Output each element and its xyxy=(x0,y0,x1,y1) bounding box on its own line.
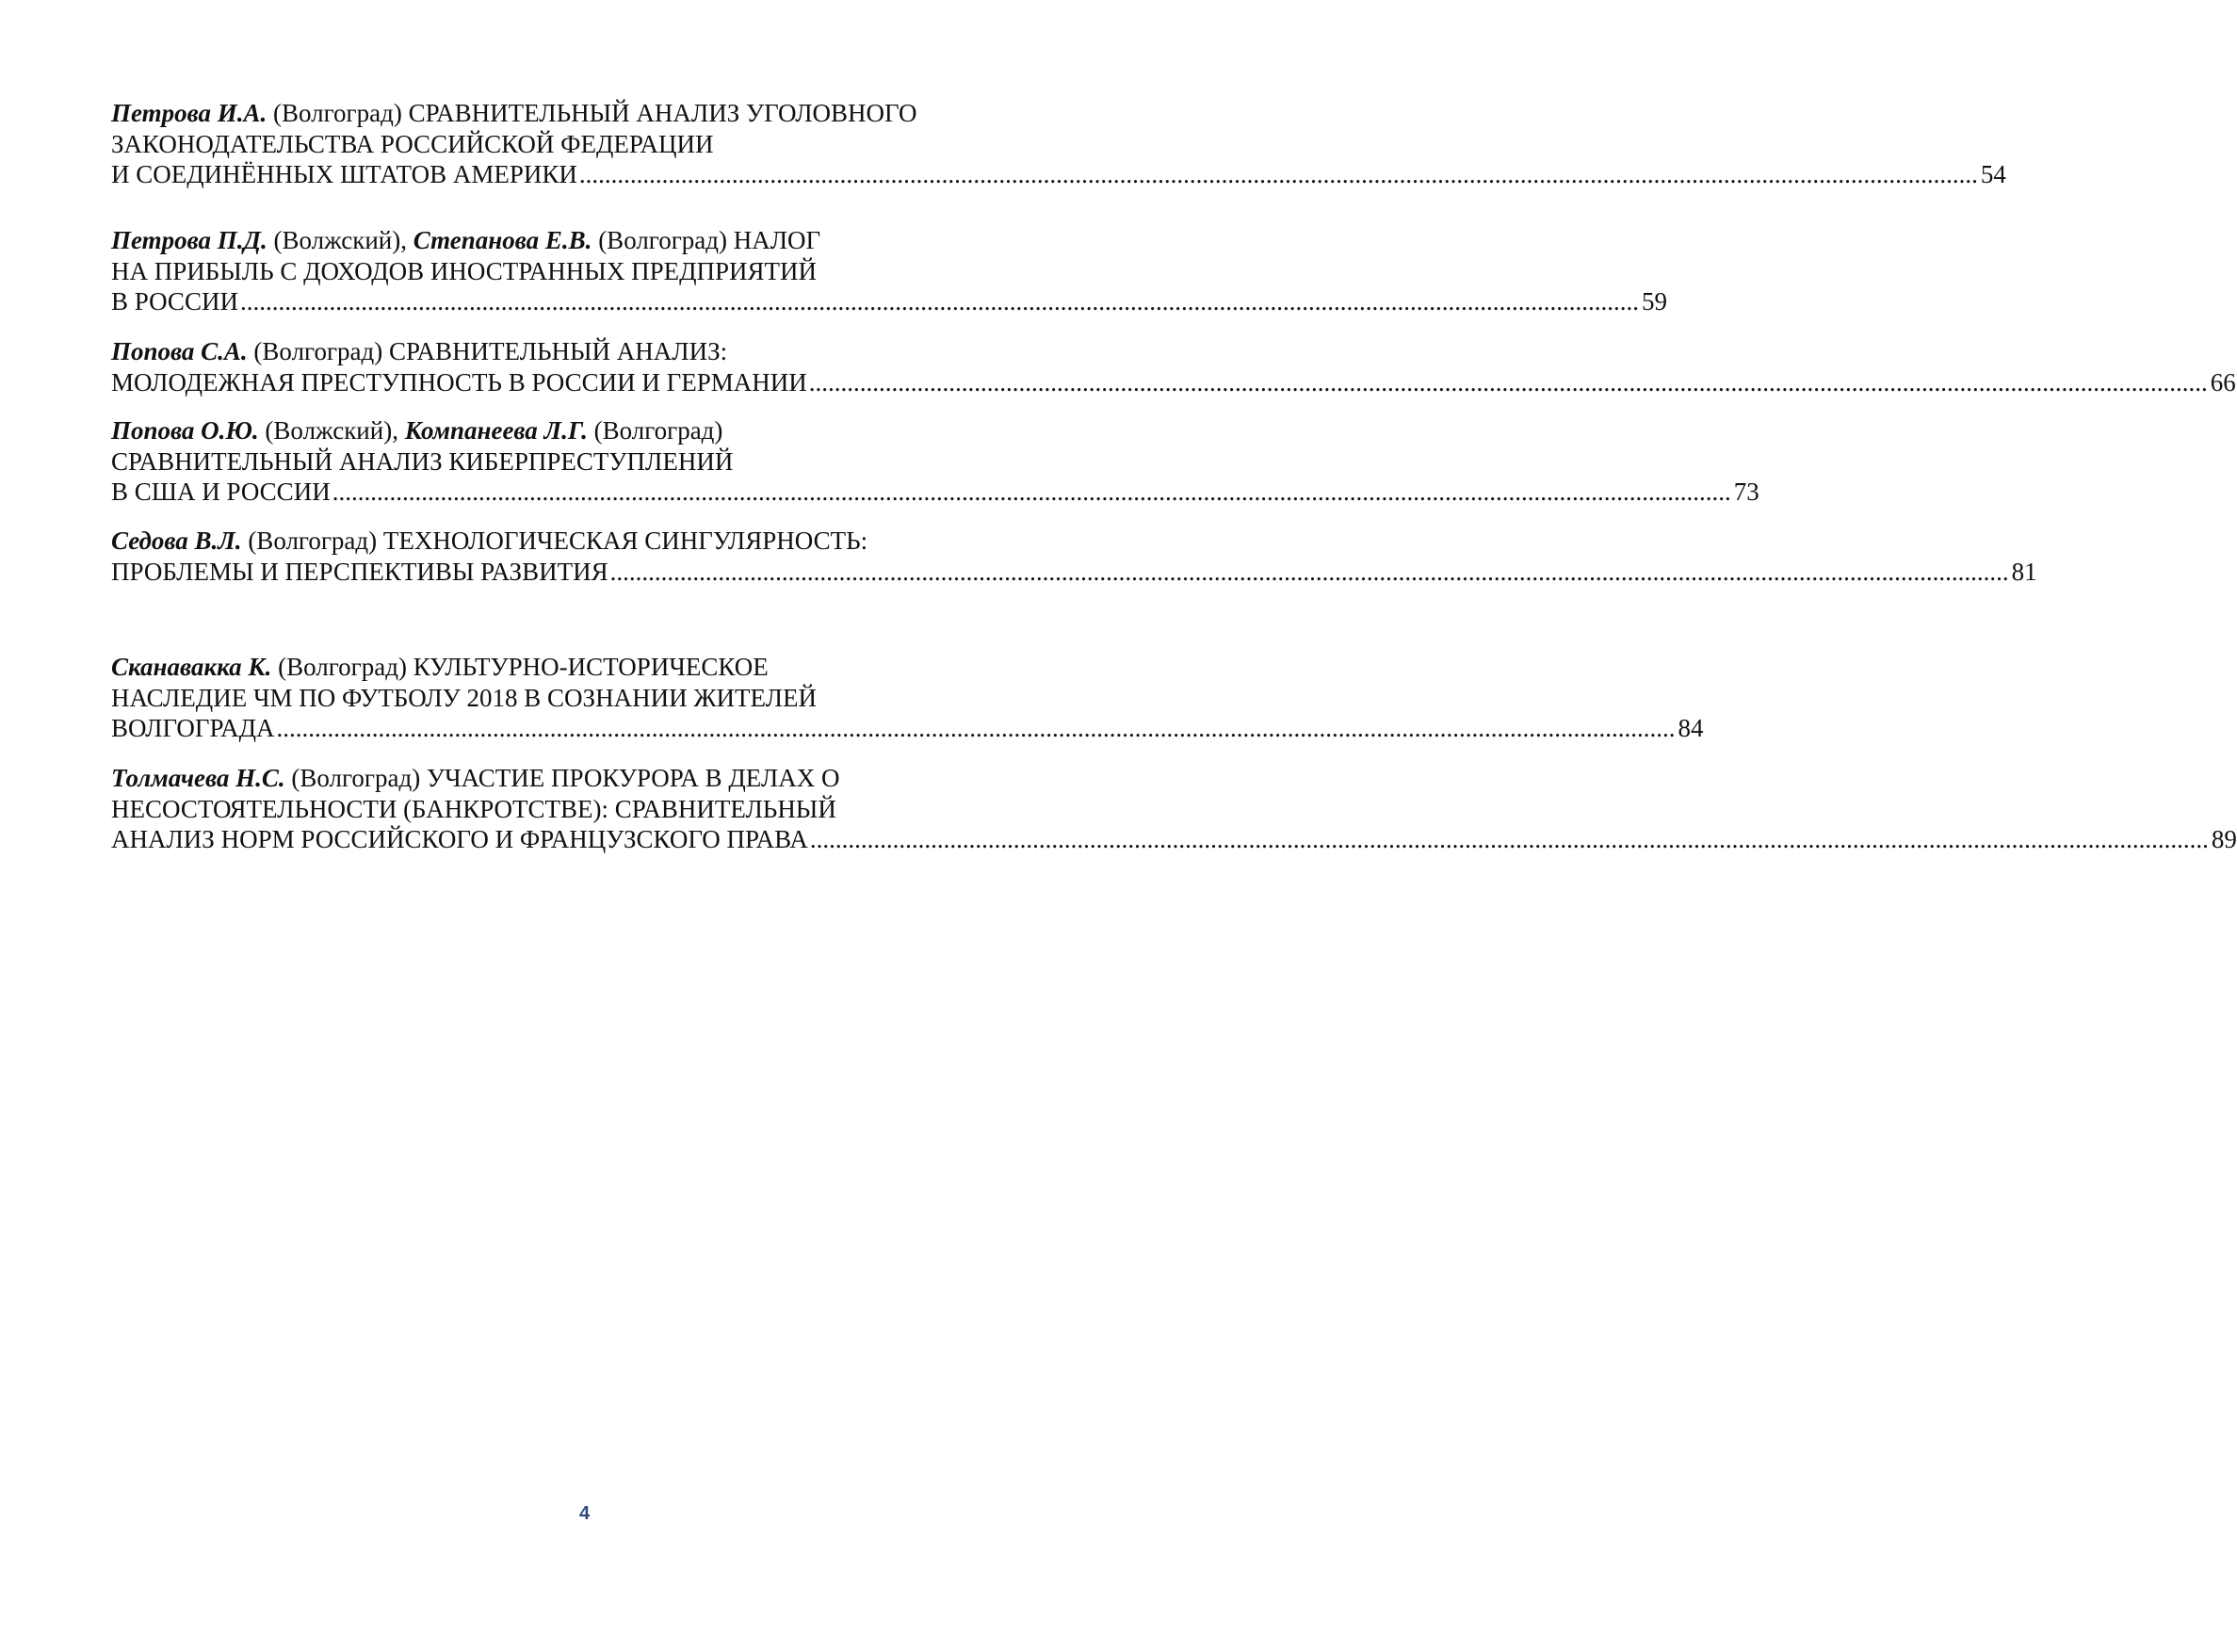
toc-title-line: ЗАКОНОДАТЕЛЬСТВА РОССИЙСКОЙ ФЕДЕРАЦИИ xyxy=(111,129,714,158)
author-name: Сканавакка К. xyxy=(111,653,272,681)
toc-title-line: В США И РОССИИ xyxy=(111,478,331,506)
toc-last-line xyxy=(111,713,1704,744)
author-city: (Волжский), xyxy=(265,416,398,445)
dot-leader: ............................................................................................................................................................................................................................ xyxy=(239,287,1639,316)
toc-title-line: АНАЛИЗ НОРМ РОССИЙСКОГО И ФРАНЦУЗСКОГО ПРАВА xyxy=(111,825,808,853)
toc-page-number: 73 xyxy=(1733,478,1759,506)
toc-entry-header xyxy=(111,763,1057,794)
toc-title-line: И СОЕДИНЁННЫХ ШТАТОВ АМЕРИКИ xyxy=(111,160,577,188)
toc-title-line: КУЛЬТУРНО-ИСТОРИЧЕСКОЕ xyxy=(413,653,769,681)
author-name: Попова С.А. xyxy=(111,337,248,365)
dot-leader: ............................................................................................................................................................................................................................ xyxy=(808,367,2208,397)
toc-page-number: 59 xyxy=(1641,287,1667,316)
toc-entry xyxy=(111,336,2236,397)
page-number: 4 xyxy=(578,1503,591,1524)
dot-leader: ............................................................................................................................................................................................................................ xyxy=(332,478,1731,506)
author-name: Толмачева Н.С. xyxy=(111,764,285,792)
toc-title-line: СРАВНИТЕЛЬНЫЙ АНАЛИЗ УГОЛОВНОГО xyxy=(408,99,917,127)
toc-entry-header xyxy=(111,98,1057,129)
author-city: (Волгоград) xyxy=(598,226,727,254)
toc-title-line: В РОССИИ xyxy=(111,287,238,316)
toc-entry xyxy=(111,415,1759,508)
toc-title-line: МОЛОДЕЖНАЯ ПРЕСТУПНОСТЬ В РОССИИ И ГЕРМАНИИ xyxy=(111,367,807,397)
toc-entry xyxy=(111,652,1704,744)
author-name: Петрова П.Д. xyxy=(111,226,267,254)
toc-last-line xyxy=(111,824,2237,855)
toc-last-line xyxy=(111,477,1759,508)
toc-last-line xyxy=(111,286,1667,317)
toc-title-line: СРАВНИТЕЛЬНЫЙ АНАЛИЗ: xyxy=(388,337,728,365)
toc-title-line: УЧАСТИЕ ПРОКУРОРА В ДЕЛАХ О xyxy=(426,764,840,792)
author-city: (Волгоград) xyxy=(291,764,421,792)
toc-last-line xyxy=(111,367,2236,398)
author-city: (Волгоград) xyxy=(248,526,378,555)
author-name: Седова В.Л. xyxy=(111,526,242,555)
toc-title-line: НАСЛЕДИЕ ЧМ ПО ФУТБОЛУ 2018 В СОЗНАНИИ ЖИТЕЛЕЙ xyxy=(111,683,817,712)
author-name: Попова О.Ю. xyxy=(111,416,259,445)
author-city: (Волгоград) xyxy=(278,653,407,681)
author-city: (Волгоград) xyxy=(273,99,402,127)
dot-leader: ............................................................................................................................................................................................................................ xyxy=(809,825,2209,853)
toc-page-number: 89 xyxy=(2211,825,2237,853)
author-city: (Волгоград) xyxy=(593,416,723,445)
toc-entry-header xyxy=(111,652,1057,683)
toc-entry-header xyxy=(111,415,1057,446)
toc-title-line: ТЕХНОЛОГИЧЕСКАЯ СИНГУЛЯРНОСТЬ: xyxy=(382,526,868,555)
toc-page-number: 84 xyxy=(1678,714,1704,742)
toc-title-line: НЕСОСТОЯТЕЛЬНОСТИ (БАНКРОТСТВЕ): СРАВНИТЕЛЬНЫЙ xyxy=(111,794,836,823)
toc-title-line: СРАВНИТЕЛЬНЫЙ АНАЛИЗ КИБЕРПРЕСТУПЛЕНИЙ xyxy=(111,446,734,476)
dot-leader: ............................................................................................................................................................................................................................ xyxy=(609,557,2009,586)
dot-leader: ............................................................................................................................................................................................................................ xyxy=(578,160,1978,188)
author-name: Степанова Е.В. xyxy=(413,226,592,254)
toc-page-number: 81 xyxy=(2011,557,2037,586)
author-name: Компанеева Л.Г. xyxy=(404,416,588,445)
toc-title-line: ВОЛГОГРАДА xyxy=(111,714,275,742)
toc-title-line: НАЛОГ xyxy=(733,226,821,254)
author-city: (Волгоград) xyxy=(253,337,383,365)
toc-page-number: 66 xyxy=(2210,367,2236,397)
toc-title-line: НА ПРИБЫЛЬ С ДОХОДОВ ИНОСТРАННЫХ ПРЕДПРИЯТИЙ xyxy=(111,256,818,285)
author-city: (Волжский), xyxy=(273,226,407,254)
author-name: Петрова И.А. xyxy=(111,99,267,127)
toc-title-line: ПРОБЛЕМЫ И ПЕРСПЕКТИВЫ РАЗВИТИЯ xyxy=(111,557,608,586)
toc-entry-header xyxy=(111,225,1057,256)
toc-entry xyxy=(111,526,2037,587)
dot-leader: ............................................................................................................................................................................................................................ xyxy=(276,714,1676,742)
toc-entry xyxy=(111,98,2006,190)
toc-entry xyxy=(111,225,1667,317)
toc-entry-header xyxy=(111,336,1057,367)
toc-last-line xyxy=(111,557,2037,588)
toc-last-line xyxy=(111,159,2006,190)
toc-entry-header xyxy=(111,526,1057,557)
toc-page-number: 54 xyxy=(1980,160,2006,188)
toc-entry xyxy=(111,763,2237,855)
